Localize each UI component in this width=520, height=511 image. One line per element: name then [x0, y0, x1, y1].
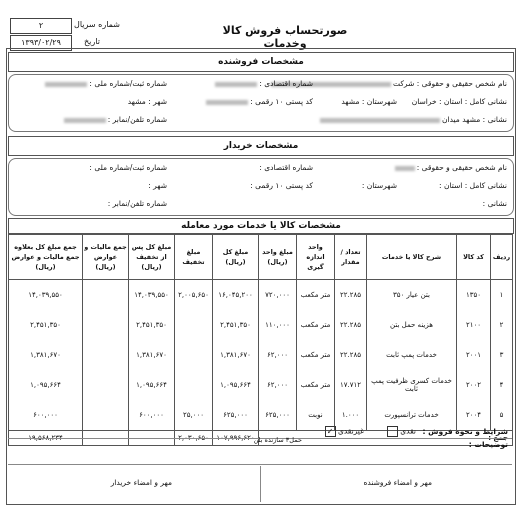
buyer-econ: شماره اقتصادی : — [259, 163, 313, 172]
seller-addr: نشانی : مشهد میدان — [318, 115, 507, 124]
notes-value: حمل۳ سازنده بلن — [253, 436, 302, 444]
terms-label: شرایط و نحوه فروش : — [422, 427, 508, 436]
items-header-row — [9, 235, 513, 280]
cell: ۲,۴۵۱,۳۵۰ — [129, 310, 175, 340]
cash-label: نقدی — [400, 426, 416, 436]
cell: ۱۱۰,۰۰۰ — [259, 310, 297, 340]
items-table — [8, 234, 513, 446]
cell — [83, 310, 129, 340]
buyer-signature-label: مهر و امضاء خریدار — [110, 478, 172, 487]
cell: ۱۷.۷۱۲ — [335, 370, 367, 400]
cell: ۲۰۰۱ — [457, 340, 491, 370]
table-row — [9, 340, 513, 370]
buyer-phone: شماره تلفن/نمابر : — [107, 199, 167, 208]
seller-county: شهرستان : مشهد — [341, 97, 397, 106]
cell: هزینه حمل بتن — [367, 310, 457, 340]
cell: خدمات کسری ظرفیت پمپ ثابت — [367, 370, 457, 400]
seller-reg: شماره ثبت/شماره ملی : — [43, 79, 167, 88]
col-header: جمع مبلغ کل بعلاوه جمع مالیات و عوارض (ریال) — [9, 235, 83, 280]
total-discount: ۲,۰۳۰,۶۵۰ — [175, 431, 213, 446]
cell: ۲۵,۰۰۰ — [175, 400, 213, 431]
noncash-option[interactable] — [325, 426, 364, 437]
col-header: شرح کالا یا خدمات — [367, 235, 457, 280]
buyer-reg: شماره ثبت/شماره ملی : — [89, 163, 167, 172]
seller-name: نام شخص حقیقی و حقوقی : شرکت — [269, 79, 507, 88]
seller-address: نشانی کامل : استان : خراسان — [411, 97, 507, 106]
cell: ۱۶,۰۴۵,۲۰۰ — [213, 280, 259, 311]
col-header: تعداد / مقدار — [335, 235, 367, 280]
cell: متر مکعب — [297, 310, 335, 340]
serial-label: شماره سریال — [74, 20, 120, 29]
seller-postal: کد پستی ۱۰ رقمی : — [204, 97, 313, 106]
noncash-checkbox[interactable]: ✓ — [325, 426, 336, 437]
buyer-city: شهر : — [148, 181, 167, 190]
cell: خدمات ترانسپورت — [367, 400, 457, 431]
cell: ۵ — [491, 400, 513, 431]
seller-heading: مشخصات فروشنده — [8, 52, 514, 72]
cell: ۶۲۵,۰۰۰ — [259, 400, 297, 431]
cell: ۱ — [491, 280, 513, 311]
buyer-addr: نشانی : — [482, 199, 507, 208]
signature-divider — [260, 466, 261, 502]
col-header: مبلغ کل (ریال) — [213, 235, 259, 280]
cell: ۲۲.۲۸۵ — [335, 340, 367, 370]
seller-box — [8, 74, 514, 132]
total-label: جمع : — [259, 431, 513, 446]
cell: ۲۰۰۲ — [457, 370, 491, 400]
notes-label: توضیحات : — [468, 440, 508, 449]
serial-value-box: ۲ — [10, 18, 72, 34]
cell: ۷۲۰,۰۰۰ — [259, 280, 297, 311]
cell: ۳ — [491, 340, 513, 370]
cell — [83, 340, 129, 370]
cell: ۶۲,۰۰۰ — [259, 370, 297, 400]
signature-row — [8, 466, 512, 502]
col-header: ردیف — [491, 235, 513, 280]
buyer-county: شهرستان : — [361, 181, 397, 190]
cell — [175, 370, 213, 400]
seller-city: شهر : مشهد — [127, 97, 167, 106]
cell: ۴ — [491, 370, 513, 400]
cell: ۱,۳۸۱,۶۷۰ — [9, 340, 83, 370]
buyer-address: نشانی کامل : استان : — [439, 181, 507, 190]
buyer-box — [8, 158, 514, 216]
cell: ۲۱۰۰ — [457, 310, 491, 340]
total-net: ۱۹,۵۶۸,۲۳۴ — [9, 431, 83, 446]
col-header: واحد اندازه گیری — [297, 235, 335, 280]
seller-phone: شماره تلفن/نمابر : — [62, 115, 167, 124]
cell: بتن عیار ۳۵۰ — [367, 280, 457, 311]
seller-signature-label: مهر و امضاء فروشنده — [363, 478, 432, 487]
buyer-postal: کد پستی ۱۰ رقمی : — [250, 181, 313, 190]
cell — [175, 310, 213, 340]
cell: ۱,۳۸۱,۶۷۰ — [213, 340, 259, 370]
cell: ۲,۰۰۵,۶۵۰ — [175, 280, 213, 311]
table-row — [9, 310, 513, 340]
cell: ۶۲۵,۰۰۰ — [213, 400, 259, 431]
cell: ۱۳۵۰ — [457, 280, 491, 311]
cell: خدمات پمپ ثابت — [367, 340, 457, 370]
cell: ۱,۰۹۵,۶۶۴ — [213, 370, 259, 400]
seller-econ: شماره اقتصادی : — [213, 79, 313, 88]
buyer-name: نام شخص حقیقی و حقوقی : — [393, 163, 507, 172]
cell: ۱,۳۸۱,۶۷۰ — [129, 340, 175, 370]
cell: ۲ — [491, 310, 513, 340]
cell: ۶۰۰,۰۰۰ — [129, 400, 175, 431]
cell: متر مکعب — [297, 280, 335, 311]
cell — [83, 370, 129, 400]
col-header: جمع مالیات و عوارض (ریال) — [83, 235, 129, 280]
col-header: مبلغ تخفیف — [175, 235, 213, 280]
cell: ۶۲,۰۰۰ — [259, 340, 297, 370]
items-heading: مشخصات کالا یا خدمات مورد معامله — [8, 218, 514, 234]
cell: ۲۲.۲۸۵ — [335, 280, 367, 311]
noncash-label: غیرنقدی — [337, 426, 364, 436]
col-header: مبلغ واحد (ریال) — [259, 235, 297, 280]
cell: ۲,۴۵۱,۳۵۰ — [213, 310, 259, 340]
cash-option[interactable] — [387, 426, 416, 437]
cell: ۱,۰۹۵,۶۶۴ — [9, 370, 83, 400]
cell: نوبت — [297, 400, 335, 431]
cell: متر مکعب — [297, 370, 335, 400]
cell: ۱۴,۰۳۹,۵۵۰ — [129, 280, 175, 311]
col-header: مبلغ کل پس از تخفیف (ریال) — [129, 235, 175, 280]
total-gross: ۱۰۷,۹۹۶,۶۲۰ — [213, 431, 259, 446]
table-row — [9, 370, 513, 400]
cell: ۱.۰۰۰ — [335, 400, 367, 431]
buyer-heading: مشخصات خریدار — [8, 136, 514, 156]
date-label: تاریخ — [84, 37, 100, 46]
cell — [83, 280, 129, 311]
col-header: کد کالا — [457, 235, 491, 280]
cell: ۲۰۰۴ — [457, 400, 491, 431]
cell — [175, 340, 213, 370]
page-title: صورتحساب فروش کالا وخدمات — [222, 24, 348, 50]
cell: ۶۰۰,۰۰۰ — [9, 400, 83, 431]
cash-checkbox[interactable] — [387, 426, 398, 437]
cell: ۱,۰۹۵,۶۶۴ — [129, 370, 175, 400]
cell: ۲,۴۵۱,۳۵۰ — [9, 310, 83, 340]
date-value-box: ۱۳۹۳/۰۲/۲۹ — [10, 35, 72, 51]
cell: ۱۴,۰۳۹,۵۵۰ — [9, 280, 83, 311]
cell: ۲۲.۲۸۵ — [335, 310, 367, 340]
cell: متر مکعب — [297, 340, 335, 370]
table-row — [9, 280, 513, 311]
